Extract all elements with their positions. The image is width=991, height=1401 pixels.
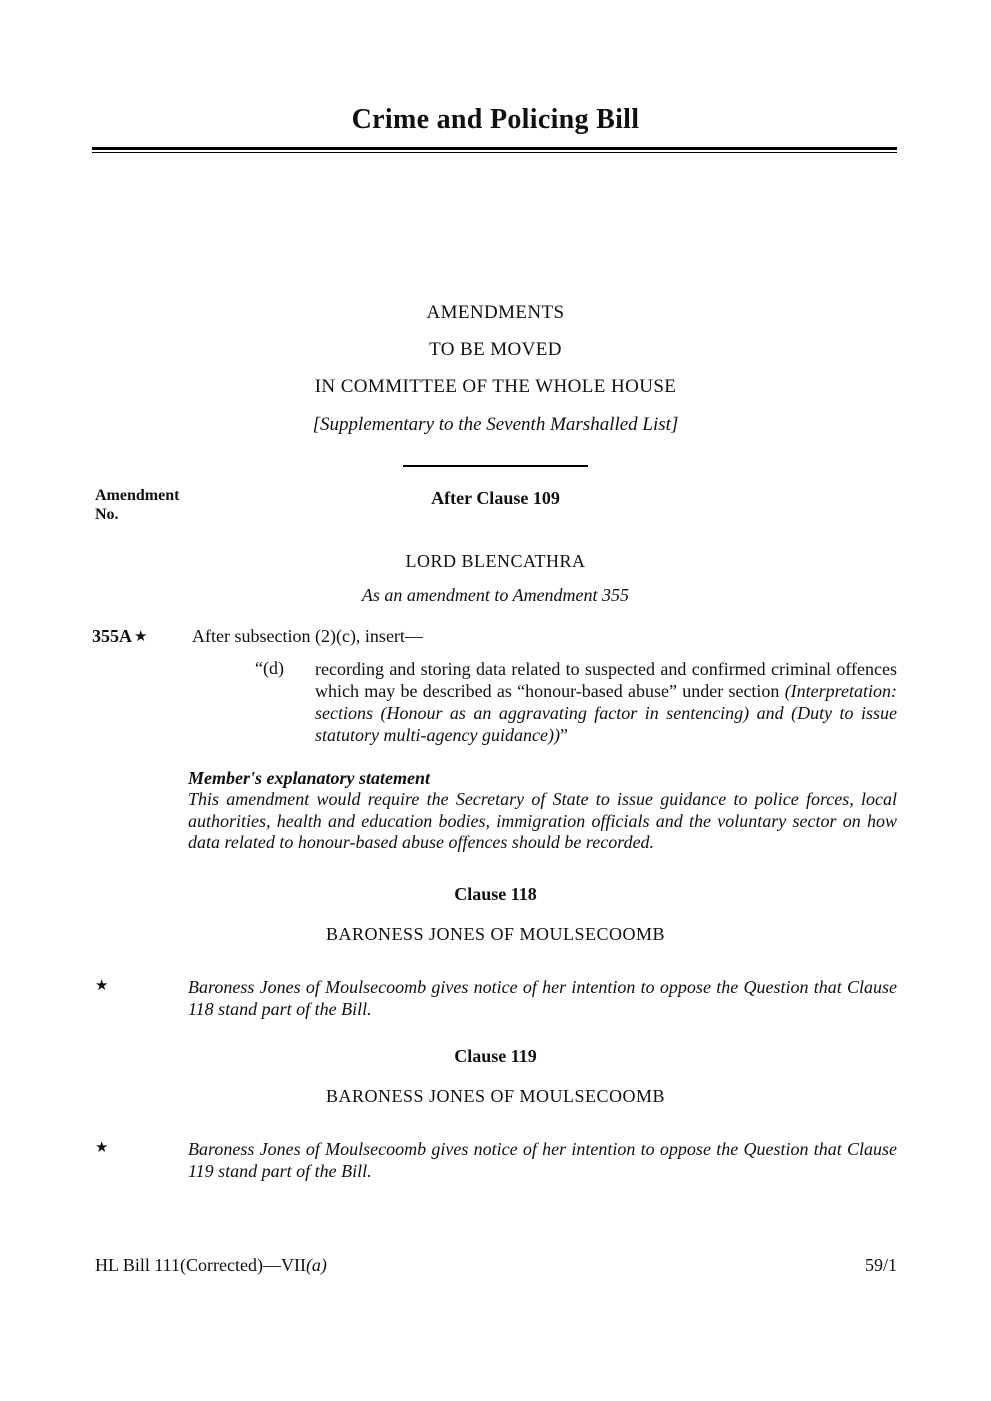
clause-heading-118: Clause 118 <box>454 884 537 904</box>
marshalled-list-note: [Supplementary to the Seventh Marshalled List] <box>312 414 679 435</box>
doc-heading-amendments: AMENDMENTS <box>426 302 565 323</box>
new-amendment-star-icon: ★ <box>95 978 109 994</box>
footer-reference-main: HL Bill 111(Corrected)—VII <box>95 1255 306 1275</box>
stand-part-notice-119: Baroness Jones of Moulsecoomb gives notice of her intention to oppose the Question that Clause 119 stand part of the Bill. <box>188 1139 897 1181</box>
mover-name-jones-118: BARONESS JONES OF MOULSECOOMB <box>325 924 666 944</box>
footer-page-number: 59/1 <box>864 1255 897 1275</box>
amendment-lead-in: After subsection (2)(c), insert— <box>192 626 423 646</box>
subsection-text-italic: (Interpretation: sections (Honour as an aggravating factor in sentencing) and (Duty to issue statutory multi-agency guidance)) <box>315 681 897 745</box>
amendment-number-text: 355A <box>92 626 132 646</box>
subsection-text-regular: recording and storing data related to suspected and confirmed criminal offences which may be described as “honour-based abuse” under section <box>315 659 897 701</box>
new-amendment-star-icon: ★ <box>134 629 148 645</box>
amendment-relation-note: As an amendment to Amendment 355 <box>361 585 630 605</box>
stand-part-notice-118: Baroness Jones of Moulsecoomb gives notice of her intention to oppose the Question that Clause 118 stand part of the Bill. <box>188 977 897 1019</box>
amendment-no-label-line2: No. <box>95 506 119 523</box>
place-heading-after-clause-109: After Clause 109 <box>431 488 560 508</box>
amendment-number <box>92 626 147 648</box>
doc-heading-to-be-moved: TO BE MOVED <box>429 339 562 360</box>
subsection-text <box>315 658 897 746</box>
section-divider-rule <box>403 465 588 467</box>
amendment-subsection <box>255 658 897 746</box>
amendment-no-label-line1: Amendment <box>95 487 180 504</box>
footer-reference <box>95 1255 327 1277</box>
subsection-text-closing: ” <box>559 725 568 745</box>
subsection-label: “(d) <box>255 658 284 678</box>
explanatory-statement-heading: Member's explanatory statement <box>188 768 430 788</box>
page-title: Crime and Policing Bill <box>351 104 640 135</box>
new-amendment-star-icon: ★ <box>95 1140 109 1156</box>
mover-name-blencathra: LORD BLENCATHRA <box>405 551 586 571</box>
explanatory-statement-text: This amendment would require the Secretary of State to issue guidance to police forces, local authorities, health and education bodies, immigration officials and the voluntary sector on how data related to honour-based abuse offences should be recorded. <box>188 789 897 852</box>
clause-heading-119: Clause 119 <box>454 1046 537 1066</box>
doc-heading-committee: IN COMMITTEE OF THE WHOLE HOUSE <box>314 376 677 397</box>
mover-name-jones-119: BARONESS JONES OF MOULSECOOMB <box>325 1086 666 1106</box>
title-rule-bottom <box>92 152 897 153</box>
footer-reference-suffix: (a) <box>305 1255 327 1275</box>
title-rule-top <box>92 147 897 150</box>
